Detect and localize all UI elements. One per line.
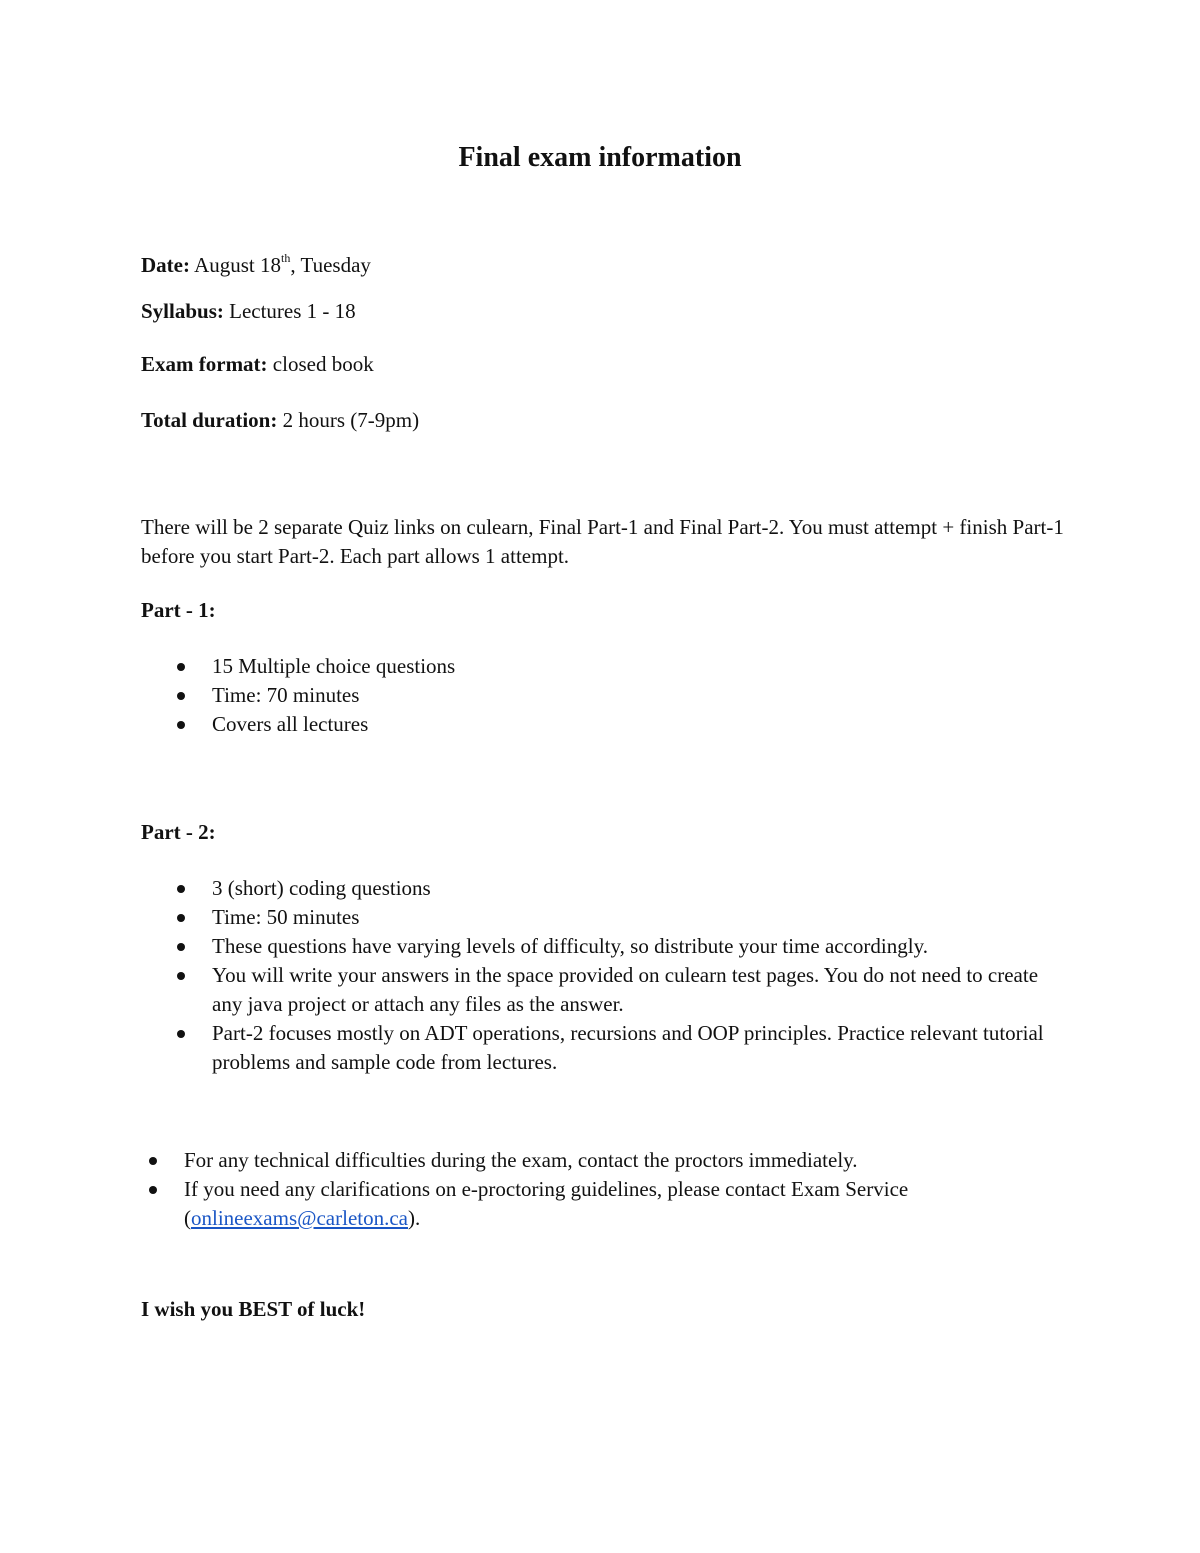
duration-line — [141, 408, 419, 433]
list-item — [212, 1019, 1072, 1077]
list-item-text: You will write your answers in the space provided on culearn test pages. You do not need to create any java project or attach any files as the answer. — [212, 963, 1039, 1016]
bullet-icon — [149, 1157, 157, 1165]
bullet-icon — [177, 885, 185, 893]
list-item-text: These questions have varying levels of difficulty, so distribute your time accordingly. — [212, 934, 928, 958]
syllabus-line — [141, 299, 356, 324]
part1-list — [212, 652, 1072, 739]
intro-paragraph: There will be 2 separate Quiz links on culearn, Final Part-1 and Final Part-2. You must attempt + finish Part-1 before you start Part-2. Each part allows 1 attempt. — [141, 515, 1064, 568]
list-item — [212, 681, 1072, 710]
date-label: Date: — [141, 253, 190, 277]
list-item-text: Time: 70 minutes — [212, 683, 360, 707]
list-item — [212, 652, 1072, 681]
bullet-icon — [177, 663, 185, 671]
part2-heading: Part - 2: — [141, 820, 216, 844]
date-value: August 18 — [194, 253, 282, 277]
bullet-icon — [177, 972, 185, 980]
list-item-text: Covers all lectures — [212, 712, 369, 736]
bullet-icon — [177, 692, 185, 700]
bullet-icon — [177, 914, 185, 922]
list-item — [184, 1146, 1044, 1175]
list-item-text: For any technical difficulties during the exam, contact the proctors immediately. — [184, 1148, 858, 1172]
bullet-icon — [177, 943, 185, 951]
list-item — [212, 961, 1072, 1019]
duration-value: 2 hours (7-9pm) — [282, 408, 420, 432]
list-item — [184, 1175, 1044, 1233]
syllabus-value: Lectures 1 - 18 — [229, 299, 356, 323]
list-item — [212, 874, 1072, 903]
list-item — [212, 932, 1072, 961]
part2-list — [212, 874, 1072, 1077]
syllabus-label: Syllabus: — [141, 299, 224, 323]
list-item-text: 3 (short) coding questions — [212, 876, 431, 900]
list-item — [212, 903, 1072, 932]
email-link[interactable]: onlineexams@carleton.ca — [191, 1206, 408, 1230]
list-item-text: If you need any clarifications on e-proctoring guidelines, please contact Exam Service ( — [184, 1177, 909, 1230]
format-label: Exam format: — [141, 352, 268, 376]
date-superscript: th — [281, 251, 291, 265]
duration-label: Total duration: — [141, 408, 278, 432]
format-line — [141, 352, 374, 377]
bullet-icon — [149, 1186, 157, 1194]
bullet-icon — [177, 721, 185, 729]
list-item-text: Part-2 focuses mostly on ADT operations, recursions and OOP principles. Practice relevant tutorial problems and sample code from lectures. — [212, 1021, 1044, 1074]
date-line — [141, 253, 371, 278]
bullet-icon — [177, 1030, 185, 1038]
format-value: closed book — [272, 352, 374, 376]
page-title: Final exam information — [458, 142, 742, 173]
date-suffix: , Tuesday — [290, 253, 371, 277]
closing-message: I wish you BEST of luck! — [141, 1297, 366, 1321]
part1-heading: Part - 1: — [141, 598, 216, 622]
list-item-text-suffix: ). — [408, 1206, 421, 1230]
list-item-text: Time: 50 minutes — [212, 905, 360, 929]
list-item — [212, 710, 1072, 739]
list-item-text: 15 Multiple choice questions — [212, 654, 456, 678]
notes-list — [184, 1146, 1044, 1233]
